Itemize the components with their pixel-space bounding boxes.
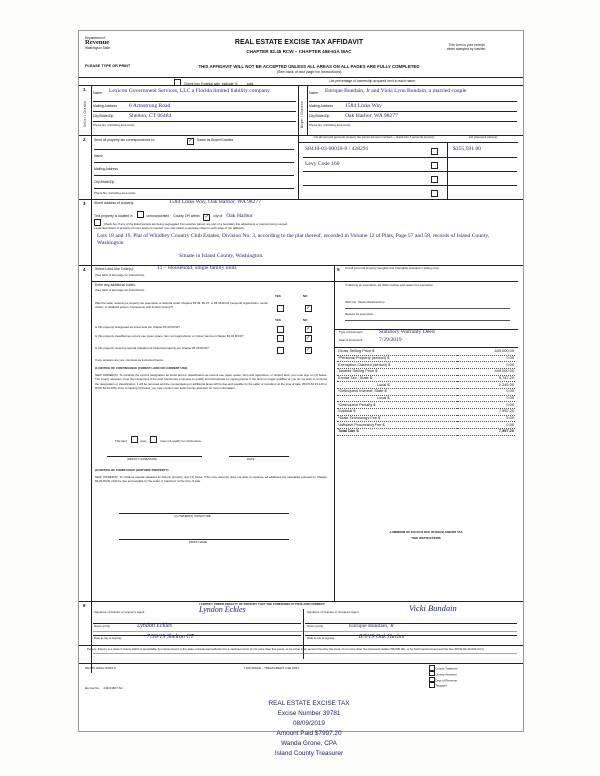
rev-form-number: REV 84 0001a (3/06/17) (85, 666, 117, 670)
copy-label: County Assessor (435, 672, 458, 677)
certify-label: I CERTIFY UNDER PENALTY OF PERJURY THAT THE FOREGOING IS TRUE AND CORRECT. (199, 602, 326, 606)
question-3-text: Is this property classified as current use (open space, farm and agricultural, or timber) land per chapter 84.34 RCW? (95, 334, 244, 338)
money-label: *Affidavit Processing Fee $ (337, 422, 457, 429)
agency-line1: Department of (85, 36, 106, 40)
buyer-phone-label: Phone No. (including area code) (309, 123, 351, 127)
corr-name-label: Name (94, 154, 104, 158)
left-name-print-label: Name (print) (94, 624, 111, 628)
divider-exempt-right (334, 281, 518, 282)
corr-mailing-label: Mailing Address (94, 167, 118, 171)
deputy-assessor-label: (DEPUTY ASSESSOR) (127, 457, 158, 461)
section-3-number: 3 (83, 201, 86, 206)
question-1-text: Was the seller receiving a property tax exemption or deferral under chapters 84.36, 84.37, or 84.38 RCW (nonprofit organization, senior citizen, or disabled person, homeowner with limited income)? (95, 301, 269, 310)
right-name-print-label: Name (print) (307, 624, 324, 628)
divider-exemption (91, 281, 334, 282)
stamp-line-1: REAL ESTATE EXCISE TAX (268, 700, 350, 707)
receipt-note-line2: when stamped by cashier. (446, 47, 487, 52)
parcel-rows (303, 144, 517, 199)
money-row (337, 415, 515, 422)
parcel-assessed-value: $355,591.00 (453, 146, 481, 152)
right-signature-label: Signature of Grantee or Grantee's Agent (307, 610, 359, 614)
rule-v3 (307, 85, 308, 135)
land-use-label: Select Land Use Code(s): (95, 267, 134, 271)
street-address-value: 1584 Links Way, Oak Harbor, WA 98277 (169, 199, 261, 205)
parcel-personal-checkbox[interactable] (431, 162, 438, 169)
same-as-buyer-row (187, 138, 233, 145)
right-signature-value: Vicki Bundain (409, 603, 457, 613)
money-value: 7,997.20 (457, 428, 515, 435)
money-value: 7,992.20 (457, 408, 515, 415)
section-6-number: 6 (83, 603, 86, 608)
city-of-label: city of (213, 214, 223, 218)
perjury-note: Perjury: Perjury is a class C felony which is punishable by imprisonment in the state correctional institution for a maximum term of not more than five years, or by a fine in an amount fixed by the court of not more than five thousand dollars ($5,000.00), or by both imprisonment and the fine (RCW 9A.20.020 (1C)). (87, 647, 485, 651)
right-date-city-label: Date & city of signing: (307, 636, 335, 640)
wac-label: WAC No. (Section/Subsection) (345, 300, 385, 304)
copy-checkbox[interactable] (429, 682, 435, 688)
money-value: 0.00 (457, 402, 515, 409)
situate-text: Situate in Island County, Washington. (179, 253, 264, 259)
does-qualify-checkbox[interactable] (131, 436, 138, 443)
parcel-row (303, 171, 517, 185)
seller-phone-label: Phone No. (including area code) (93, 123, 135, 127)
copy-checkbox[interactable] (429, 665, 435, 671)
money-label: Local $ (337, 395, 457, 402)
corr-phone-label: Phone No. (including area code) (94, 191, 136, 195)
rule-v8 (91, 265, 92, 601)
money-label: *State Technology Fee $ (337, 415, 457, 422)
segregation-label: Check box if any of the listed parcels are being segregated from another parcel, are part of a boundary line adjustment or parcels being merged. (103, 222, 288, 226)
money-label: Excise Tax : State $ (337, 375, 457, 382)
money-label: Gross Selling Price $ (337, 349, 457, 355)
continuance-title: (1) NOTICE OF CONTINUANCE (FOREST LAND OR CURRENT USE) (95, 366, 188, 370)
q4-no-checkbox[interactable] (305, 347, 312, 354)
parcel-number: Levy Code 160 (305, 161, 340, 167)
legal-description-label: Legal description of property (if more space is needed, you may attach a separate sheet to each page of the affidavit) (94, 226, 244, 230)
section-4b-number: 5 (337, 267, 340, 272)
left-sig-rule (93, 623, 301, 624)
does-not-label: does not qualify for continuance. (160, 439, 202, 443)
q1-no-checkbox[interactable] (305, 305, 312, 312)
rule-v7 (91, 199, 92, 265)
receipt-note (419, 43, 514, 52)
divider-top (79, 77, 523, 78)
money-value: 449,000.00 (457, 349, 515, 355)
print-name-label: PRINT NAME (189, 540, 207, 544)
buyer-city-label: City/State/Zip (309, 114, 330, 118)
date-of-document-label: Date of Document (339, 338, 363, 342)
excise-tax-affidavit-form (78, 30, 524, 757)
form-subtitle: CHAPTER 82.45 RCW – CHAPTER 458-61A WAC (246, 48, 352, 54)
parcel-header: List all real and personal property tax parcel account numbers – check box if personal property (313, 135, 435, 139)
parcel-personal-checkbox[interactable] (431, 176, 438, 183)
wac-input[interactable] (345, 308, 510, 309)
claiming-exemption-label: If claiming an exemption, list WAC number and reason for exemption: (345, 283, 434, 287)
yes-header: YES (275, 294, 281, 298)
money-row (337, 388, 515, 395)
seller-name-label: Name (93, 91, 103, 95)
question-2-text: Is this property designated as forest land per chapter 84.33 RCW? (95, 325, 180, 329)
money-value: 5,747.20 (457, 375, 515, 382)
does-label: does (140, 439, 147, 443)
q3-yes-checkbox[interactable] (277, 335, 284, 342)
q2-yes-checkbox[interactable] (277, 326, 284, 333)
type-or-print-label: PLEASE TYPE OR PRINT (85, 64, 131, 68)
parcel-header-rule (298, 142, 518, 143)
agency-logo (85, 37, 155, 51)
money-row (337, 355, 515, 362)
this-land-row (115, 436, 202, 443)
section-1-number: 1 (83, 87, 86, 92)
money-value: 5.00 (457, 415, 515, 422)
signature-strike-2 (93, 653, 517, 654)
money-value: 0.00 (457, 355, 515, 362)
type-of-document-value: Statutory Warranty Deed (379, 329, 435, 335)
copy-label: Dept of Revenue (435, 678, 458, 683)
treasurer-stamp (189, 699, 429, 759)
land-use-value: 11 – Household, single family units (157, 265, 237, 271)
send-tax-label: Send all property tax correspondence to: (94, 138, 156, 142)
rule-v4 (91, 135, 92, 199)
money-value: 0.00 (457, 362, 515, 369)
left-date-city-label: Date & city of signing: (94, 636, 122, 640)
left-signature-label: Signature of Grantor or Grantor's Agent (94, 610, 145, 614)
money-row (337, 395, 515, 402)
rule-v5 (298, 135, 299, 199)
receipt-note-line1: This form is your receipt (448, 43, 485, 47)
form-title-block (199, 39, 399, 54)
unincorporated-label: unincorporated (146, 214, 170, 218)
stamp-line-4: Amount Paid $7997.20 (276, 729, 342, 737)
seller-mailing-label: Mailing Address (93, 104, 117, 108)
money-label: *Delinquent Penalty $ (337, 402, 457, 409)
divider-s4 (79, 265, 523, 266)
parcel-personal-checkbox[interactable] (431, 190, 438, 197)
money-row (337, 402, 515, 409)
money-row (337, 422, 515, 429)
percent-note: List percentage of ownership acquired next to each name. (329, 79, 417, 83)
land-use-note: (See back of last page for instructions) (95, 273, 145, 277)
buyer-city-value: Oak Harbor, WA 98277 (345, 113, 398, 119)
buyer-block (309, 88, 517, 131)
stamp-line-5: Wanda Grone, CPA (281, 739, 337, 747)
parcel-row (303, 185, 517, 199)
type-of-document-label: Type of Document (339, 330, 363, 334)
reason-label: Reason for exemption (345, 312, 374, 316)
tax-correspondence-block (94, 149, 294, 200)
owner-signature-label: (3) OWNER(S) SIGNATURE (174, 514, 211, 518)
copy-label: County Treasurer (435, 666, 458, 671)
money-table (337, 349, 515, 436)
seller-city-label: City/State/Zip (93, 114, 114, 118)
copy-item (429, 682, 458, 688)
q2-no-checkbox[interactable] (305, 326, 312, 333)
right-name-print-value: Enrique Bundain, Jr (349, 623, 394, 629)
escrow-row (85, 687, 123, 690)
buyer-mailing-label: Mailing Address (309, 104, 333, 108)
section-4-number: 4 (83, 267, 86, 272)
continuance-body: NEW OWNER(S): To continue the current designation as forest land or classification as current use (open space, farm and agriculture, or timber) land, you must sign on (3) below. The county assessor must then determine if the land transferred continues to qualify and will indicate by signing below. If the land no longer qualifies or you do not wish to continue the designation or classification, it will be removed and the compensating or additional taxes will be due and payable by the seller or transferor at the time of sale. (RCW 84.33.140 or RCW 84.34.108). Prior to signing (3) below, you may contact your local County assessor for more information. (95, 373, 327, 390)
q3-no-checkbox[interactable] (305, 335, 312, 342)
assessor-date-label: DATE (247, 457, 255, 461)
money-label: Total Due $ (337, 428, 457, 435)
corr-city-label: City/State/Zip (94, 180, 115, 184)
county-or-label: County OR within (173, 214, 200, 218)
no-header: NO (303, 294, 308, 298)
money-value: 2,245.00 (457, 382, 515, 389)
left-date-rule (93, 635, 301, 636)
money-value: 0.00 (457, 395, 515, 402)
seller-mailing-value: 6 Armstrong Road (129, 103, 171, 109)
assessed-value-header: List assessed value(s) (468, 135, 498, 139)
money-label: Subtotal $ (337, 408, 457, 415)
warning-line2: (See back of last page for instructions) (276, 70, 342, 74)
stamp-line-3: 08/09/2019 (293, 719, 325, 727)
unincorporated-checkbox[interactable] (137, 211, 144, 218)
signature-strike-1 (93, 631, 517, 632)
if-any-yes-note: If any answers are yes, complete as instructed below. (95, 358, 164, 362)
divider-s3 (79, 199, 523, 200)
money-value: 0.00 (457, 422, 515, 429)
q4-yes-checkbox[interactable] (277, 347, 284, 354)
escrow-label: Escrow No.: (85, 686, 101, 690)
personal-property-label: List all personal property (tangible and intangible) included in selling price. (345, 266, 440, 270)
no-header-2: NO (303, 318, 308, 322)
parcel-personal-checkbox[interactable] (431, 148, 438, 155)
copy-checkbox[interactable] (429, 671, 435, 677)
does-not-qualify-checkbox[interactable] (150, 436, 157, 443)
partial-sale-label: Check box if partial sale, indicate % ____ sold. (183, 82, 255, 86)
page-title: REAL ESTATE EXCISE TAX AFFIDAVIT (234, 39, 364, 46)
same-as-buyer-checkbox[interactable] (187, 138, 194, 145)
seller-city-value: Shelton, CT 06484 (129, 113, 172, 119)
city-value: Oak Harbor (226, 213, 253, 219)
buyer-name-value: Enrique Bundain, Jr and Vicki Lynn Bundain, a married couple (325, 88, 467, 94)
agency-line2: Revenue (85, 39, 110, 47)
stamp-line-6: Island County Treasurer (274, 749, 344, 757)
money-row (337, 428, 515, 435)
divider-perjury (79, 645, 523, 646)
date-rule (229, 456, 289, 457)
enter-exemption-note: (See back of last page for instructions) (95, 288, 145, 292)
money-value: 449,000.00 (457, 368, 515, 375)
right-date-rule (305, 635, 517, 636)
stamp-line-2: Excise Number 39781 (277, 709, 341, 717)
minimum-due-note: A MINIMUM OF $10.00 IS DUE IN FEE(S) AND/OR TAX (389, 530, 463, 534)
located-label: This property is located in (94, 214, 133, 218)
seller-name-value: Lexicon Government Services, LLC a Florida limited liability company (109, 88, 270, 94)
buyer-name-label: Name (309, 91, 319, 95)
rule-v11 (303, 609, 304, 659)
same-as-buyer-label: Same as Buyer/Grantee (196, 138, 234, 142)
money-label: Taxable Selling Price $ (337, 368, 457, 375)
parcel-row (303, 157, 517, 171)
question-4-text: Is this property receiving special valuation as historical property per chapter 84.26 RCW? (95, 346, 209, 350)
divider-s1 (79, 85, 523, 86)
buyer-mailing-value: 1584 Links Way (345, 103, 382, 109)
money-label: Exemption Claimed (deduct) $ (337, 362, 457, 369)
see-instructions-note: *SEE INSTRUCTIONS (411, 536, 441, 540)
right-sig-rule (305, 623, 517, 624)
left-name-print-value: Lyndon Eckles (137, 623, 172, 629)
warning-line1: THIS AFFIDAVIT WILL NOT BE ACCEPTED UNLESS ALL AREAS ON ALL PAGES ARE FULLY COMPLETED (198, 64, 420, 69)
buyer-rot-label: Buyer / Grantee (300, 100, 304, 128)
parcel-number: S8410-03-00018-0 / 428291 (305, 146, 369, 152)
left-date-city-value: 7/30/19 Shelton CT (147, 634, 194, 640)
enter-exemption-label: Enter any additional codes: (95, 283, 136, 287)
historic-body: NEW OWNER(S): To continue special valuation as historic property, sign (3) below. If the new owner(s) does not wish to continue, all additional tax calculated pursuant to Chapter 84.26 RCW, shall be due and payable by the seller or transferor at the time of sale. (95, 475, 327, 484)
rule-v2 (298, 85, 299, 135)
legal-description-value: Lots 18 and 19, Plat of Whidbey Country Club Estates, Division No. 3, according to the plat thereof, recorded in Volume 12 of Plats, Page 57 and 58, records of Island County, Washington (97, 233, 490, 246)
money-value: 0.00 (457, 388, 515, 395)
date-of-document-value: 7/29/2019 (379, 337, 402, 343)
money-label: Local $ (337, 382, 457, 389)
this-land-label: This land (115, 439, 127, 443)
historic-title: (2) NOTICE OF COMPLIANCE (HISTORIC PROPERTY) (95, 468, 169, 472)
treasurer-use-label: THIS SPACE – TREASURER'S USE ONLY (244, 666, 300, 670)
copy-distribution-list (429, 665, 458, 688)
copy-checkbox[interactable] (429, 677, 435, 683)
escrow-value: 244413607-SC (103, 686, 123, 690)
copy-label: Taxpayer (435, 683, 447, 688)
money-label: *Delinquent Interest: State $ (337, 388, 457, 395)
street-address-label: Street address of property: (94, 201, 135, 205)
money-label: *Personal Property (deduct) $ (337, 355, 457, 362)
reason-input[interactable] (345, 320, 510, 321)
rule-v1 (91, 85, 92, 135)
seller-block (93, 88, 296, 131)
section-2-number: 2 (83, 137, 86, 142)
parcel-row (303, 144, 517, 157)
agency-line3: Washington State (85, 46, 111, 51)
rule-v9 (334, 265, 335, 601)
right-date-city-value: 8/5/19 Oak Harbor (359, 634, 406, 640)
money-row (337, 375, 515, 382)
seller-rot-label: Seller / Grantor (83, 100, 87, 128)
q1-yes-checkbox[interactable] (277, 305, 284, 312)
segregation-checkbox[interactable] (94, 219, 101, 226)
yes-header-2: YES (275, 318, 281, 322)
left-signature-value: Lyndon Eckles (199, 605, 246, 614)
divider-footer (79, 663, 523, 664)
